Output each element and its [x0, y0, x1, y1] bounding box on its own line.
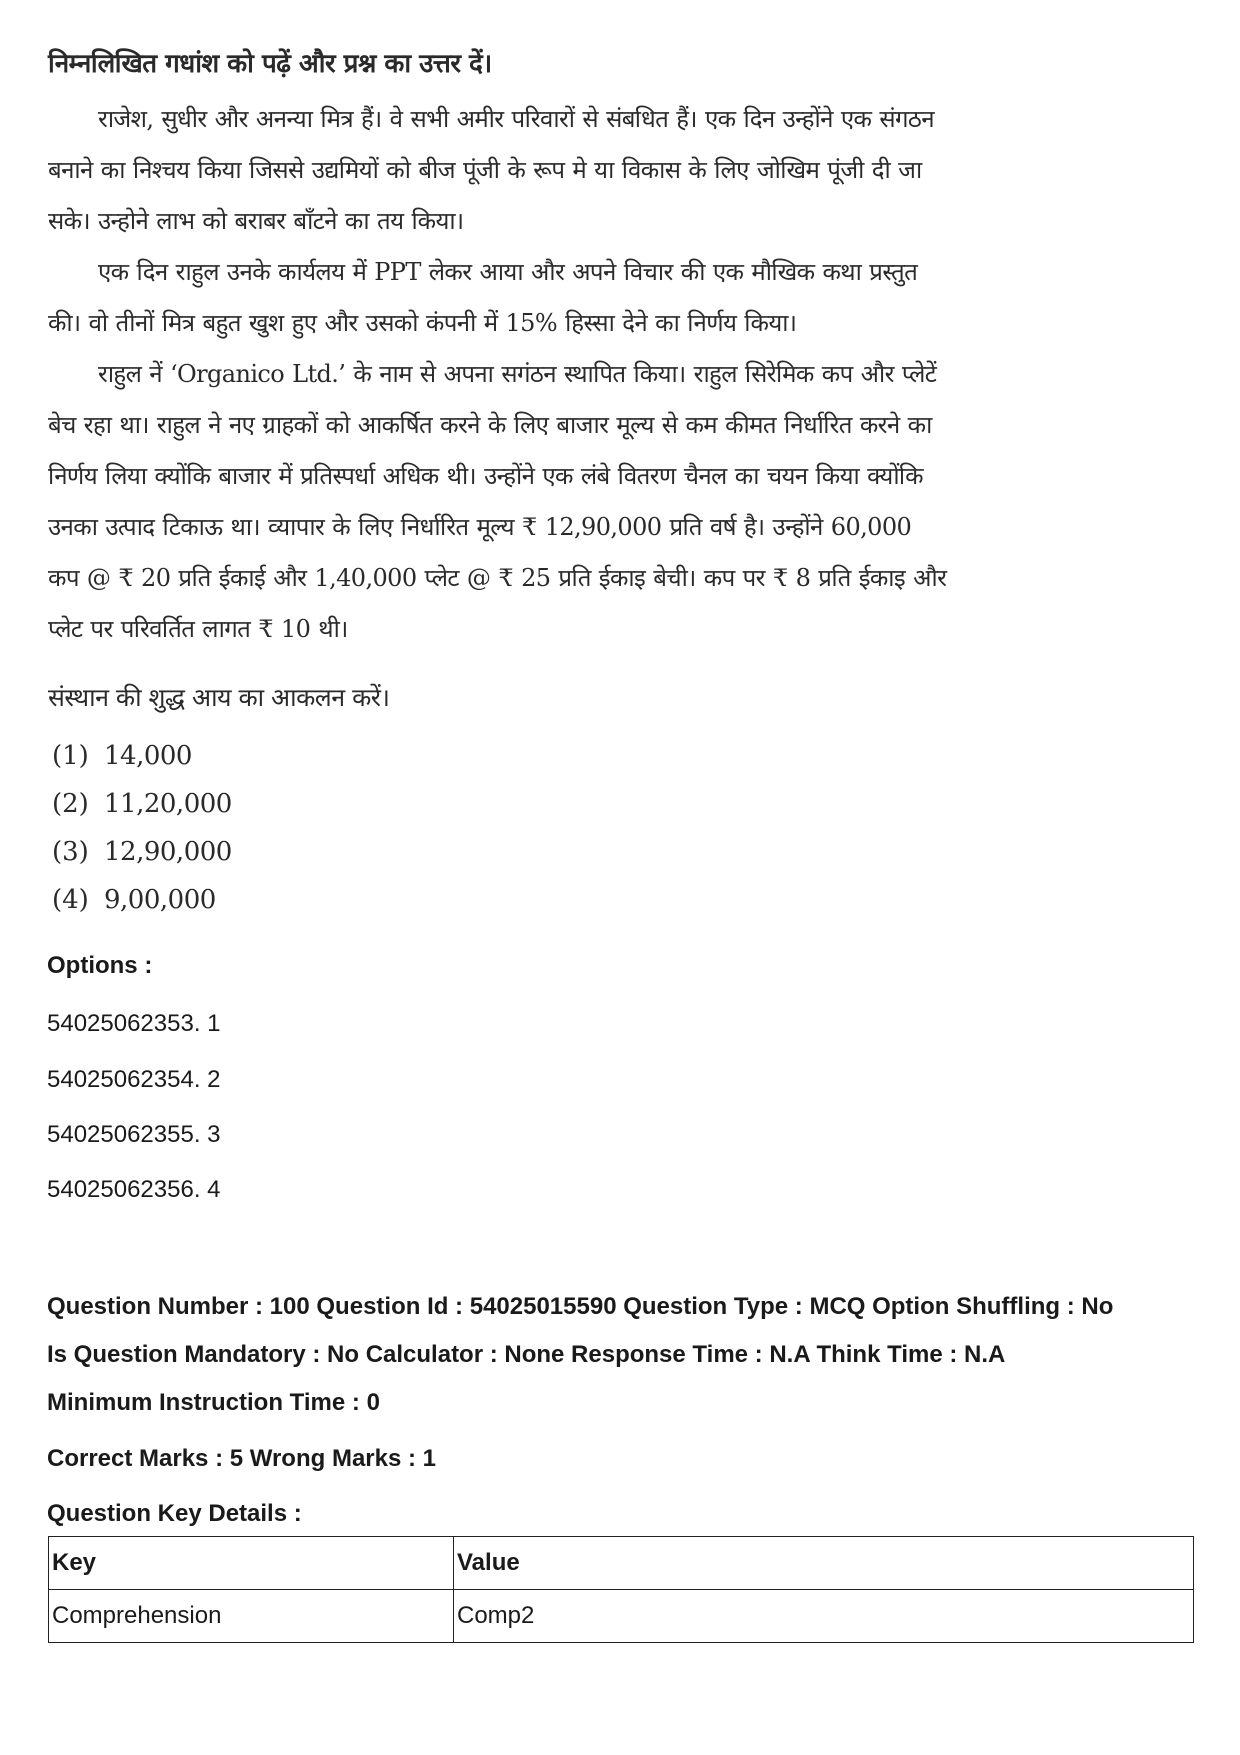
- choice-number: (3): [52, 837, 89, 867]
- question-choices: [52, 732, 232, 924]
- question-meta-line-2: Is Question Mandatory : No Calculator : None Response Time : N.A Think Time : N.A: [47, 1341, 1006, 1368]
- choice-value: 12,90,000: [104, 837, 232, 867]
- table-cell-key: Comprehension: [49, 1590, 454, 1643]
- question-meta-line-1: Question Number : 100 Question Id : 54025015590 Question Type : MCQ Option Shuffling : No: [47, 1293, 1114, 1320]
- choice-value: 11,20,000: [104, 789, 232, 819]
- choice-number: (2): [52, 789, 89, 819]
- choice-4: [52, 876, 232, 924]
- table-cell-value: Comp2: [454, 1590, 1194, 1643]
- choice-number: (1): [52, 741, 89, 771]
- choice-number: (4): [52, 885, 89, 915]
- table-row: [49, 1590, 1194, 1643]
- choice-3: [52, 828, 232, 876]
- choice-2: [52, 780, 232, 828]
- options-label: Options :: [47, 952, 153, 979]
- question-meta-line-3: Minimum Instruction Time : 0: [47, 1389, 380, 1416]
- choice-value: 14,000: [104, 741, 192, 771]
- marks-line: Correct Marks : 5 Wrong Marks : 1: [47, 1445, 437, 1472]
- table-header-value: Value: [454, 1537, 1194, 1590]
- passage-paragraph-2: एक दिन राहुल उनके कार्यलय में PPT लेकर आया और अपने विचार की एक मौखिक कथा प्रस्तुत की। वो तीनों मित्र बहुत खुश हुए और उसको कंपनी में 15% हिस्सा देने का निर्णय किया।: [48, 258, 918, 337]
- passage-image: [48, 40, 948, 655]
- option-1: 54025062353. 1: [47, 1010, 221, 1037]
- option-4: 54025062356. 4: [47, 1176, 221, 1203]
- option-3: 54025062355. 3: [47, 1121, 221, 1148]
- passage-paragraph-3: राहुल नें ‘Organico Ltd.’ के नाम से अपना सगंठन स्थापित किया। राहुल सिरेमिक कप और प्लेटें बेच रहा था। राहुल ने नए ग्राहकों को आकर्षित करने के लिए बाजार मूल्य से कम कीमत निर्धारित करने का निर्णय लिया क्योंकि बाजार में प्रतिस्पर्धा अधिक थी। उन्होंने एक लंबे वितरण चैनल का चयन किया क्योंकि उनका उत्पाद टिकाऊ था। व्यापार के लिए निर्धारित मूल्य ₹ 12,90,000 प्रति वर्ष है। उन्होंने 60,000 कप @ ₹ 20 प्रति ईकाई और 1,40,000 प्लेट @ ₹ 25 प्रति ईकाइ बेची। कप पर ₹ 8 प्रति ईकाइ और प्लेट पर परिवर्तित लागत ₹ 10 थी।: [48, 360, 947, 643]
- table-header-row: [49, 1537, 1194, 1590]
- choice-value: 9,00,000: [104, 885, 216, 915]
- table-header-key: Key: [49, 1537, 454, 1590]
- choice-1: [52, 732, 232, 780]
- passage-paragraph-1: राजेश, सुधीर और अनन्या मित्र हैं। वे सभी अमीर परिवारों से संबधित हैं। एक दिन उन्होंने एक संगठन बनाने का निश्चय किया जिससे उद्यमियों को बीज पूंजी के रूप मे या विकास के लिए जोखिम पूंजी दी जा सके। उन्होने लाभ को बराबर बाँटने का तय किया।: [48, 105, 934, 235]
- key-details-table: [48, 1536, 1194, 1643]
- key-details-label: Question Key Details :: [47, 1500, 302, 1527]
- question-text: संस्थान की शुद्ध आय का आकलन करें।: [48, 683, 390, 712]
- passage-heading: निम्नलिखित गधांश को पढ़ें और प्रश्न का उत्तर दें।: [48, 49, 492, 79]
- option-2: 54025062354. 2: [47, 1066, 221, 1093]
